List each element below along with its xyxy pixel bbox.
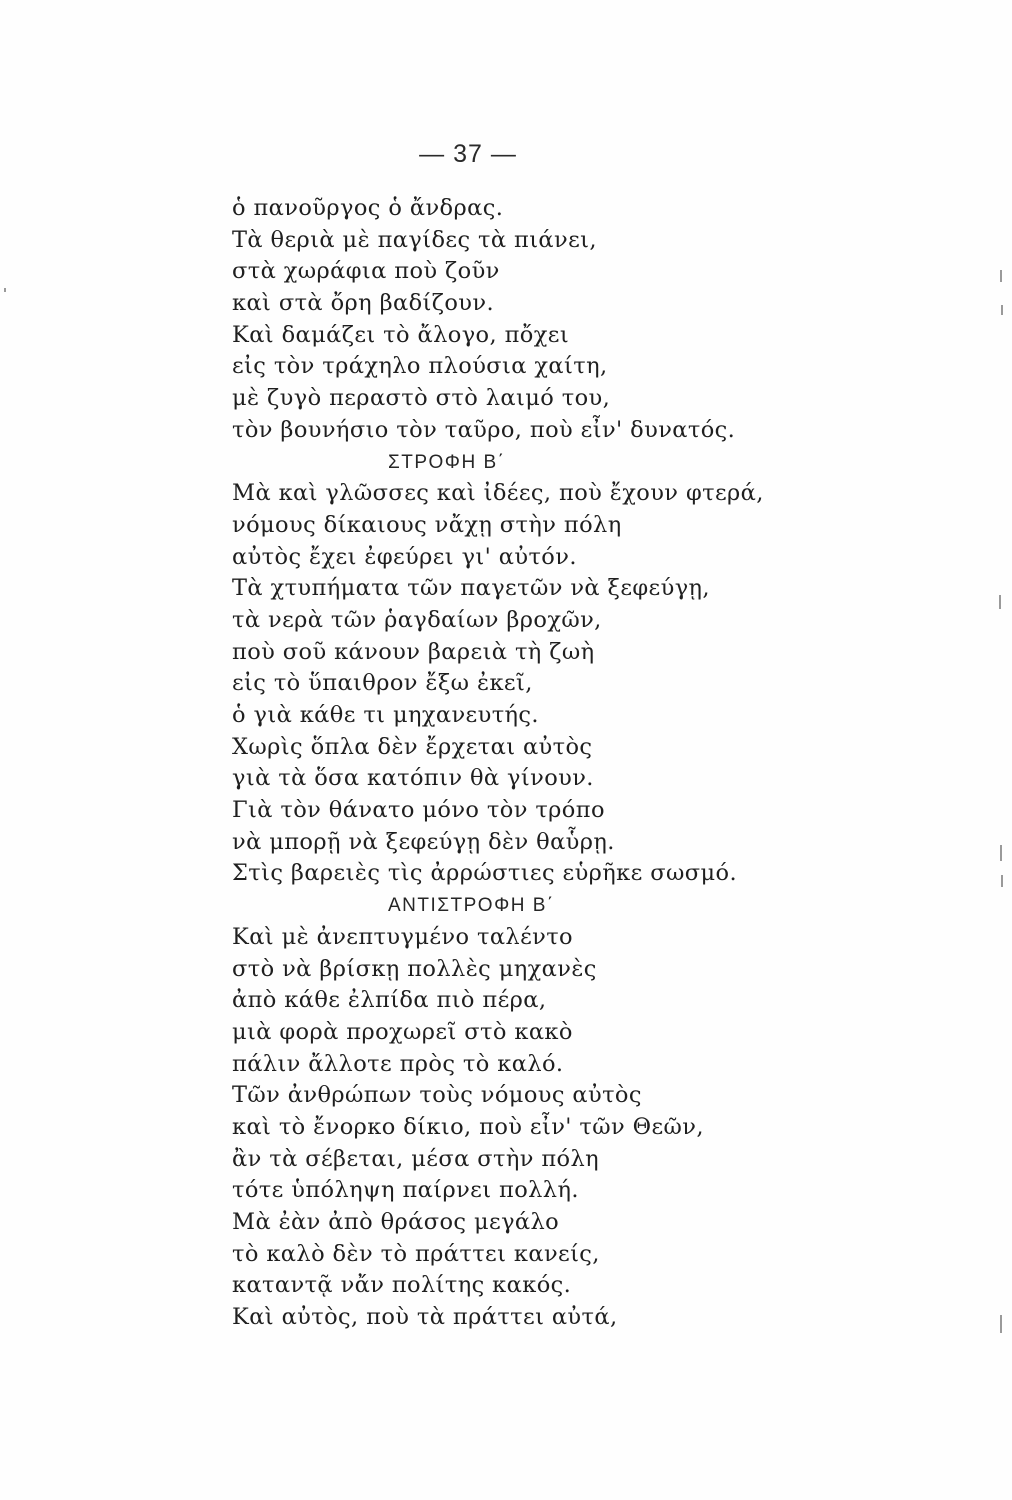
scan-speck: [1001, 305, 1003, 315]
verse-line: μιὰ φορὰ προχωρεῖ στὸ κακὸ: [232, 1018, 573, 1045]
verse-line: Στὶς βαρειὲς τὶς ἀρρώστιες εὑρῆκε σωσμό.: [232, 860, 738, 887]
verse-line: νόμους δίκαιους νἄχῃ στὴν πόλη: [232, 511, 622, 538]
verse-line: στὸ νὰ βρίσκῃ πολλὲς μηχανὲς: [232, 955, 597, 982]
verse-line: Τὰ θεριὰ μὲ παγίδες τὰ πιάνει,: [232, 226, 597, 253]
scan-speck: [1000, 270, 1002, 282]
verse-line: καταντᾷ νἄν πολίτης κακός.: [232, 1272, 572, 1299]
verse-line: Τῶν ἀνθρώπων τοὺς νόμους αὐτὸς: [232, 1082, 642, 1109]
verse-line: Τὰ χτυπήματα τῶν παγετῶν νὰ ξεφεύγῃ,: [232, 575, 710, 602]
verse-line: πάλιν ἄλλοτε πρὸς τὸ καλό.: [232, 1050, 564, 1077]
verse-line: Γιὰ τὸν θάνατο μόνο τὸν τρόπο: [232, 797, 605, 824]
verse-line: Καὶ δαμάζει τὸ ἄλογο, πὄχει: [232, 321, 570, 348]
verse-line: Χωρὶς ὅπλα δὲν ἔρχεται αὐτὸς: [232, 733, 593, 760]
scan-speck: [1000, 845, 1002, 861]
verse-line: εἰς τὸ ὕπαιθρον ἔξω ἐκεῖ,: [232, 670, 533, 697]
verse-line: Μὰ καὶ γλῶσσες καὶ ἰδέες, ποὺ ἔχουν φτερά,: [232, 480, 764, 507]
section-heading: ΑΝΤΙΣΤΡΟΦΗ Β΄: [388, 895, 555, 917]
scan-speck: [4, 288, 6, 292]
poem-text-block: [232, 193, 792, 1334]
scan-speck: [1001, 875, 1003, 887]
verse-line: νὰ μπορῇ νὰ ξεφεύγῃ δὲν θαὗρῃ.: [232, 828, 615, 855]
verse-line: Μὰ ἐὰν ἀπὸ θράσος μεγάλο: [232, 1209, 560, 1235]
scan-speck: [999, 595, 1001, 609]
verse-line: μὲ ζυγὸ περαστὸ στὸ λαιμό του,: [232, 385, 611, 412]
verse-line: ἀπὸ κάθε ἐλπίδα πιὸ πέρα,: [232, 987, 547, 1014]
verse-line: ἂν τὰ σέβεται, μέσα στὴν πόλη: [232, 1145, 600, 1172]
verse-line: στὰ χωράφια ποὺ ζοῦν: [232, 258, 500, 285]
verse-line: γιὰ τὰ ὅσα κατόπιν θὰ γίνουν.: [232, 765, 594, 792]
verse-line: καὶ στὰ ὄρη βαδίζουν.: [232, 290, 495, 317]
verse-line: ποὺ σοῦ κάνουν βαρειὰ τὴ ζωὴ: [232, 638, 595, 665]
verse-line: εἰς τὸν τράχηλο πλούσια χαίτη,: [232, 353, 608, 380]
verse-line: Καὶ αὐτὸς, ποὺ τὰ πράττει αὐτά,: [232, 1304, 618, 1331]
verse-line: αὐτὸς ἔχει ἐφεύρει γι' αὐτόν.: [232, 543, 577, 570]
verse-line: τότε ὑπόληψη παίρνει πολλή.: [232, 1177, 579, 1204]
verse-line: Καὶ μὲ ἀνεπτυγμένο ταλέντο: [232, 923, 574, 950]
verse-line: τὸν βουνήσιο τὸν ταῦρο, ποὺ εἶν' δυνατός.: [232, 416, 736, 443]
scan-speck: [1000, 1315, 1002, 1333]
verse-line: καὶ τὸ ἔνορκο δίκιο, ποὺ εἶν' τῶν Θεῶν,: [232, 1113, 704, 1140]
verse-line: τὸ καλὸ δὲν τὸ πράττει κανείς,: [232, 1240, 600, 1267]
page-number: — 37 —: [419, 140, 517, 168]
verse-line: ὁ γιὰ κάθε τι μηχανευτής.: [232, 702, 539, 728]
section-heading: ΣΤΡΟΦΗ Β΄: [388, 451, 506, 473]
verse-line: τὰ νερὰ τῶν ῥαγδαίων βροχῶν,: [232, 606, 602, 633]
verse-line: ὁ πανοῦργος ὁ ἄνδρας.: [232, 195, 504, 221]
